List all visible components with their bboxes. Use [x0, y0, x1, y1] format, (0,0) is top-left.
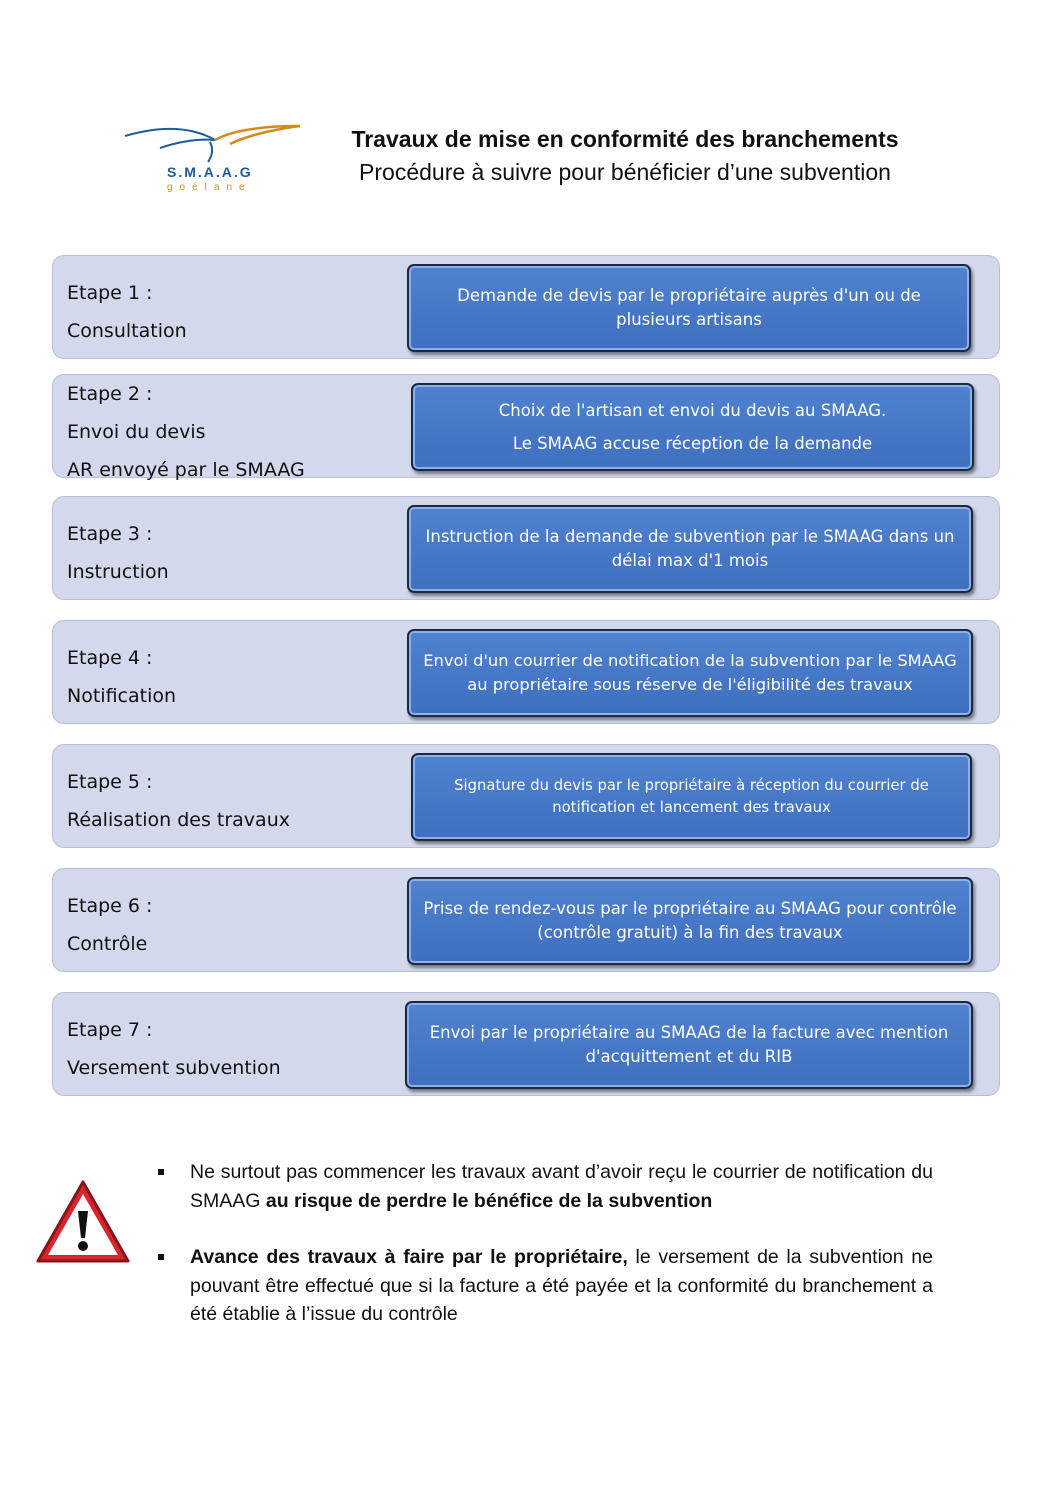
step-number: Etape 6 :: [67, 895, 153, 917]
warning-note: [158, 1158, 933, 1215]
page-title: Travaux de mise en conformité des branchements: [351, 126, 899, 152]
step-number: Etape 3 :: [67, 523, 153, 545]
step-number: Etape 5 :: [67, 771, 153, 793]
step-label: [67, 375, 407, 489]
step-description-box: [407, 877, 973, 965]
note-emphasis: Avance des travaux à faire par le propriétaire,: [190, 1246, 628, 1268]
step-title: Versement subvention: [67, 1057, 281, 1079]
note-emphasis: au risque de perdre le bénéfice de la subvention: [265, 1189, 713, 1212]
step-description-line: Le SMAAG accuse réception de la demande: [512, 434, 873, 453]
warning-note: [158, 1243, 933, 1329]
step-6: [52, 868, 1000, 972]
step-number: Etape 4 :: [67, 647, 153, 669]
step-label: [67, 274, 407, 350]
step-description: Envoi d'un courrier de notification de la subvention par le SMAAG au propriétaire sous réserve de l'éligibilité des travaux: [423, 651, 957, 694]
step-title: Envoi du devis: [67, 421, 206, 443]
step-title: Instruction: [67, 561, 169, 583]
step-description-line: Choix de l'artisan et envoi du devis au SMAAG.: [498, 401, 887, 420]
step-title: Contrôle: [67, 933, 148, 955]
warning-notes: [158, 1158, 933, 1357]
step-title: Notification: [67, 685, 177, 707]
note-text: Ne surtout pas commencer les travaux avant d’avoir reçu le courrier de notification du SMAAG: [190, 1161, 933, 1212]
step-description: Envoi par le propriétaire au SMAAG de la facture avec mention d'acquittement et du RIB: [429, 1023, 949, 1066]
step-description: Signature du devis par le propriétaire à réception du courrier de notification et lancement des travaux: [454, 777, 929, 816]
logo-text: S.M.A.A.G: [167, 164, 253, 180]
step-7: [52, 992, 1000, 1096]
step-label: [67, 1011, 407, 1087]
step-title: Consultation: [67, 320, 187, 342]
logo-subtext: goélane: [167, 182, 252, 193]
step-description-box: [407, 264, 971, 352]
step-description: Demande de devis par le propriétaire auprès d'un ou de plusieurs artisans: [457, 286, 921, 329]
bullet-icon: [158, 1254, 164, 1260]
step-description-box: [407, 505, 973, 593]
step-label: [67, 887, 407, 963]
step-title: Réalisation des travaux: [67, 809, 290, 831]
step-5: [52, 744, 1000, 848]
step-1: [52, 255, 1000, 359]
step-description-box: [411, 383, 974, 471]
page-subtitle: Procédure à suivre pour bénéficier d’une subvention: [359, 159, 891, 185]
step-label: [67, 639, 407, 715]
step-description-box: [411, 753, 972, 841]
bullet-icon: [158, 1169, 164, 1175]
note-text: le versement de la subvention ne pouvant être effectué que si la facture a été payée et la conformité du branchement a été établie à l’issue du contrôle: [190, 1246, 933, 1325]
step-number: Etape 2 :: [67, 383, 153, 405]
step-number: Etape 7 :: [67, 1019, 153, 1041]
smaag-logo: [120, 118, 310, 208]
step-label: [67, 515, 407, 591]
step-subtitle: AR envoyé par le SMAAG: [67, 459, 305, 481]
step-2: [52, 374, 1000, 481]
step-number: Etape 1 :: [67, 282, 153, 304]
step-3: [52, 496, 1000, 600]
step-4: [52, 620, 1000, 724]
step-description: Instruction de la demande de subvention par le SMAAG dans un délai max d'1 mois: [425, 527, 955, 570]
step-description-box: [405, 1001, 973, 1089]
step-label: [67, 763, 407, 839]
warning-triangle-icon: [34, 1178, 132, 1266]
step-description: Prise de rendez-vous par le propriétaire au SMAAG pour contrôle (contrôle gratuit) à la fin des travaux: [423, 899, 957, 942]
step-description-box: [407, 629, 973, 717]
